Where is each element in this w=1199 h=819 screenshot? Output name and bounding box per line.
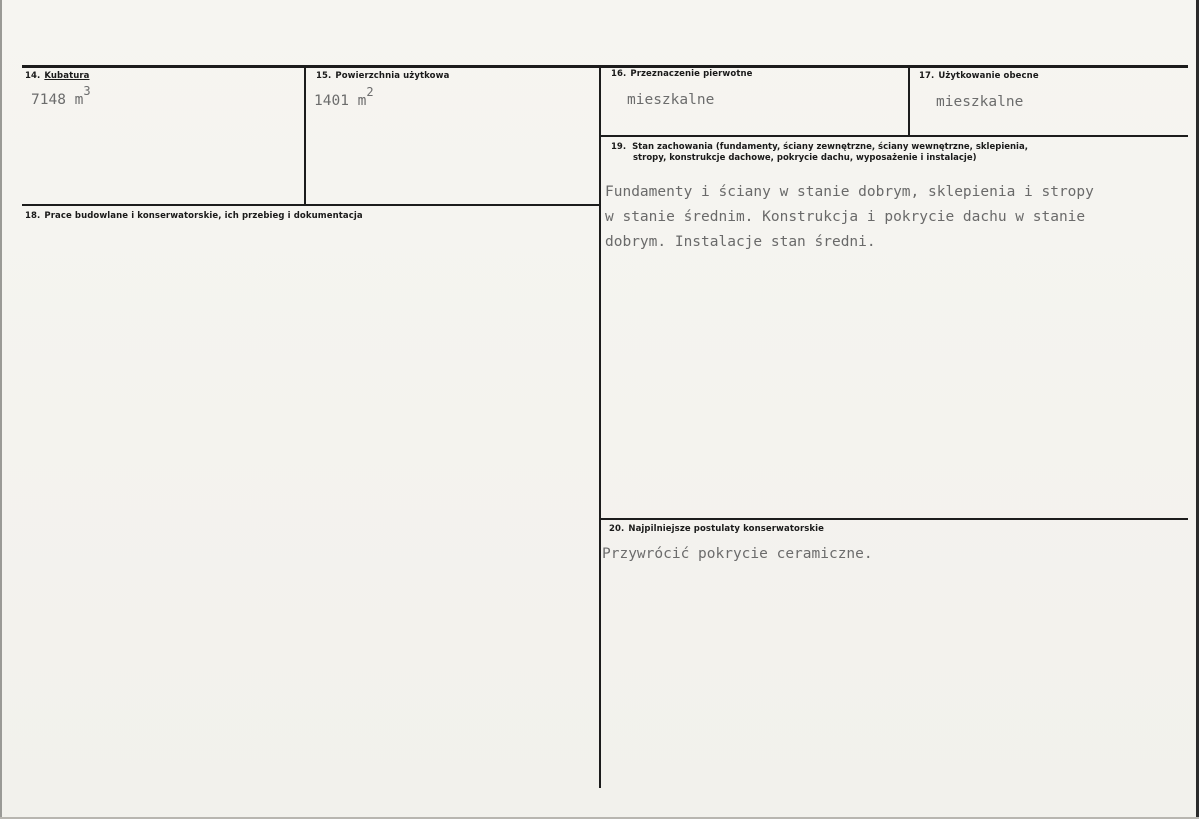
field-17-label bbox=[919, 71, 1039, 81]
divider-14-15 bbox=[304, 66, 306, 206]
field-18-label bbox=[25, 211, 363, 221]
field-14-unit-sup: 3 bbox=[83, 84, 91, 98]
field-19-label bbox=[611, 142, 1028, 164]
field-16-label bbox=[611, 69, 753, 79]
field-14-value-text: 7148 m bbox=[31, 91, 84, 108]
field-17-title: Użytkowanie obecne bbox=[938, 71, 1039, 81]
field-15-unit-sup: 2 bbox=[366, 85, 374, 99]
field-14-label bbox=[25, 71, 90, 81]
field-19-line-2: w stanie średnim. Konstrukcja i pokrycie dachu w stanie bbox=[605, 209, 1086, 225]
field-16-value: mieszkalne bbox=[627, 92, 715, 108]
field-14-number: 14. bbox=[25, 71, 41, 81]
field-15-number: 15. bbox=[316, 71, 332, 81]
field-20-label bbox=[609, 524, 824, 534]
field-19-label-line2: stropy, konstrukcje dachowe, pokrycie dachu, wyposażenie i instalacje) bbox=[633, 153, 977, 163]
card-left-edge bbox=[0, 0, 2, 819]
field-19-line-1: Fundamenty i ściany w stanie dobrym, sklepienia i stropy bbox=[605, 184, 1094, 200]
field-18-title: Prace budowlane i konserwatorskie, ich przebieg i dokumentacja bbox=[44, 211, 363, 221]
field-15-value-text: 1401 m bbox=[314, 92, 367, 109]
field-18-number: 18. bbox=[25, 211, 41, 221]
field-16-title: Przeznaczenie pierwotne bbox=[630, 69, 753, 79]
top-rule bbox=[22, 65, 1188, 68]
field-19-number: 19. bbox=[611, 142, 627, 152]
field-15-title: Powierzchnia użytkowa bbox=[335, 71, 450, 81]
field-20-value: Przywrócić pokrycie ceramiczne. bbox=[602, 546, 873, 562]
field-15-value bbox=[314, 85, 374, 109]
field-15-label bbox=[316, 71, 449, 81]
field-19-value bbox=[605, 180, 1094, 255]
field-20-number: 20. bbox=[609, 524, 625, 534]
field-19-label-line1 bbox=[611, 142, 1028, 153]
divider-16-17 bbox=[908, 66, 910, 136]
rule-above-20 bbox=[600, 518, 1188, 520]
field-16-number: 16. bbox=[611, 69, 627, 79]
field-14-title: Kubatura bbox=[44, 71, 90, 81]
field-17-number: 17. bbox=[919, 71, 935, 81]
divider-main bbox=[599, 66, 601, 788]
field-19-title-line1: Stan zachowania (fundamenty, ściany zewnętrzne, ściany wewnętrzne, sklepienia, bbox=[632, 142, 1028, 152]
field-17-value: mieszkalne bbox=[936, 94, 1024, 110]
field-20-title: Najpilniejsze postulaty konserwatorskie bbox=[628, 524, 825, 534]
field-14-value bbox=[31, 84, 91, 108]
rule-under-row1-left bbox=[22, 204, 599, 206]
field-19-line-3: dobrym. Instalacje stan średni. bbox=[605, 234, 876, 250]
rule-under-16-17 bbox=[600, 135, 1188, 137]
